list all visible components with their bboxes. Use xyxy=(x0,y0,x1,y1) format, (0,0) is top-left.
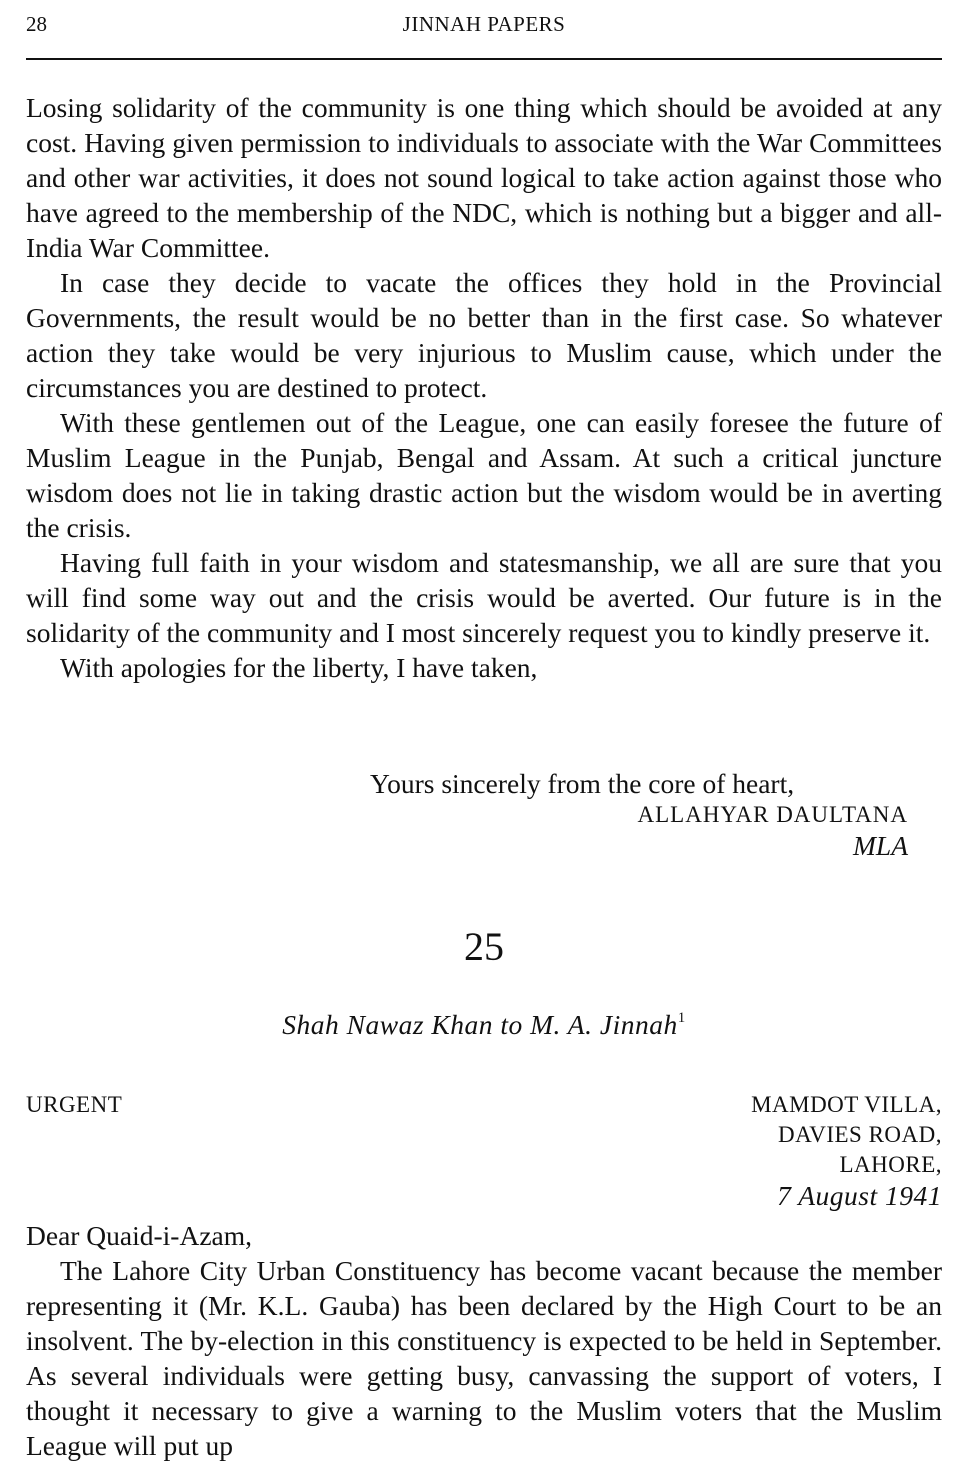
signer-name: ALLAHYAR DAULTANA xyxy=(637,802,908,827)
header-rule xyxy=(26,58,942,60)
sender-address xyxy=(751,1090,942,1212)
letter-date: 7 August 1941 xyxy=(777,1180,942,1211)
document-caption xyxy=(26,1007,942,1042)
paragraph-1: Losing solidarity of the community is one thing which should be avoided at any cost. Having given permission to individuals to associate with the War Committees and other war activities, it does not sound logical to take action against those who have agreed to the membership of the NDC, which is nothing but a bigger and all-India War Committee. xyxy=(26,92,942,263)
complimentary-close: Yours sincerely from the core of heart, xyxy=(370,768,795,799)
paragraph-3: With these gentlemen out of the League, one can easily foresee the future of Muslim League in the Punjab, Bengal and Assam. At such a critical juncture wisdom does not lie in taking drastic action but the wisdom would be in averting the crisis. xyxy=(26,407,942,543)
letter-two-body xyxy=(26,1218,942,1463)
document-number: 25 xyxy=(464,924,504,969)
footnote-mark: 1 xyxy=(677,1010,686,1026)
address-line-3: LAHORE, xyxy=(839,1152,942,1177)
salutation: Dear Quaid-i-Azam, xyxy=(26,1220,253,1251)
document-page xyxy=(26,0,942,1481)
letter-two-paragraph-1: The Lahore City Urban Constituency has become vacant because the member representing it (Mr. K.L. Gauba) has been declared by the High Court to be an insolvent. The by-election in this constituency is expected to be held in September. As several individuals were getting busy, canvassing the support of voters, I thought it necessary to give a warning to the Muslim voters that the Muslim League will put up xyxy=(26,1255,942,1461)
paragraph-5: With apologies for the liberty, I have taken, xyxy=(60,652,538,683)
caption-text: Shah Nawaz Khan to M. A. Jinnah xyxy=(282,1009,678,1040)
urgent-marking: URGENT xyxy=(26,1092,123,1117)
letter-one-body xyxy=(26,90,942,685)
running-head xyxy=(26,12,942,40)
page-number: 28 xyxy=(26,12,47,36)
paragraph-2: In case they decide to vacate the offices they hold in the Provincial Governments, the result would be no better than in the first case. So whatever action they take would be very injurious to Muslim cause, which under the circumstances you are destined to protect. xyxy=(26,267,942,403)
paragraph-4: Having full faith in your wisdom and statesmanship, we all are sure that you will find some way out and the crisis would be averted. Our future is in the solidarity of the community and I most sincerely request you to kindly preserve it. xyxy=(26,547,942,648)
address-line-1: MAMDOT VILLA, xyxy=(751,1092,942,1117)
book-title: JINNAH PAPERS xyxy=(402,12,566,36)
signer-title: MLA xyxy=(853,830,908,861)
address-line-2: DAVIES ROAD, xyxy=(777,1122,942,1147)
